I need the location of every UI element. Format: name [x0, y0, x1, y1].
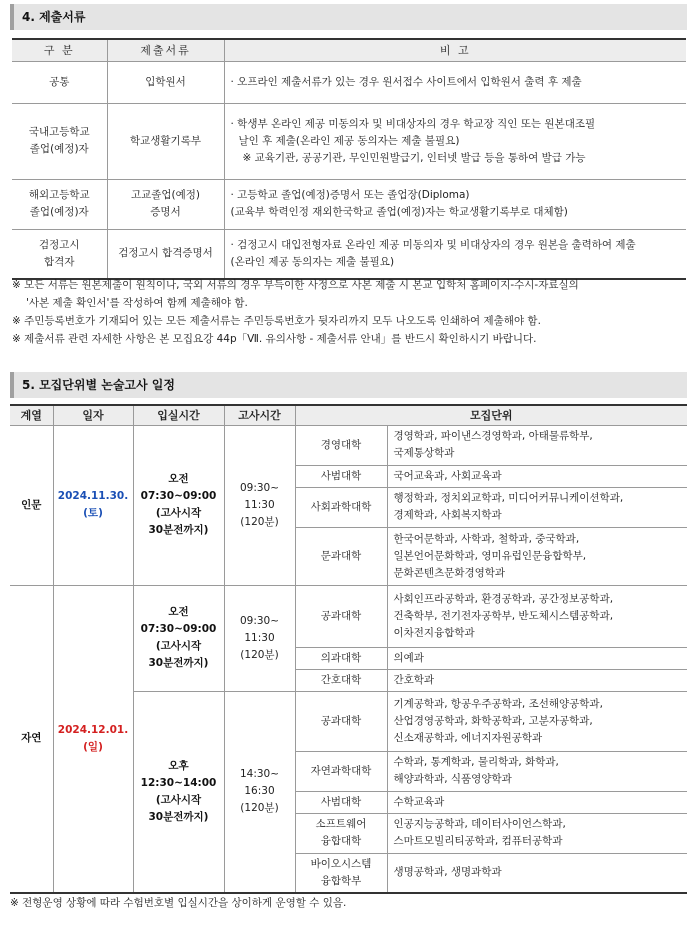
date-science: 2024.12.01. (일): [53, 585, 133, 893]
schedule-header-row: [10, 405, 687, 425]
section-4-heading: 4. 제출서류: [10, 4, 687, 30]
unit-list: 생명공학과, 생명과학과: [387, 853, 687, 893]
row-category: 국내고등학교 졸업(예정)자: [12, 103, 107, 179]
unit-list: 경영학과, 파이낸스경영학과, 아태물류학부, 국제통상학과: [387, 425, 687, 465]
track-humanities: 인문: [10, 425, 53, 585]
unit-list: 기계공학과, 항공우주공학과, 조선해양공학과, 산업경영공학과, 화학공학과, 고분자공학과, 신소재공학과, 에너지자원공학과: [387, 691, 687, 751]
exam-time-humanities: 09:30~ 11:30 (120분): [224, 425, 295, 585]
documents-notes: [12, 276, 688, 348]
college-name: 사범대학: [295, 465, 387, 487]
section-5-heading: 5. 모집단위별 논술고사 일정: [10, 372, 687, 398]
table-row: [10, 585, 687, 647]
note-line: ※ 모든 서류는 원본제출이 원칙이나, 국외 서류의 경우 부득이한 사정으로 사본 제출 시 본교 입학처 홈페이지-수시-자료실의: [12, 279, 579, 291]
schedule-footnote: ※ 전형운영 상황에 따라 수험번호별 입실시간을 상이하게 운영할 수 있음.: [10, 897, 347, 909]
table-row: [12, 61, 686, 103]
row-category: 검정고시 합격자: [12, 229, 107, 279]
row-document: 검정고시 합격증명서: [107, 229, 224, 279]
header-category: 구 분: [12, 39, 107, 61]
table-row: [12, 229, 686, 279]
row-document: 고교졸업(예정) 증명서: [107, 179, 224, 229]
row-document: 입학원서: [107, 61, 224, 103]
note-line: '사본 제출 확인서'를 작성하여 함께 제출해야 함.: [26, 297, 248, 309]
header-document: 제출서류: [107, 39, 224, 61]
header-remark: 비 고: [224, 39, 686, 61]
unit-list: 간호학과: [387, 669, 687, 691]
header-track: 계열: [10, 405, 53, 425]
documents-table: [12, 38, 686, 280]
college-name: 공과대학: [295, 585, 387, 647]
college-name: 간호대학: [295, 669, 387, 691]
header-exam-time: 고사시간: [224, 405, 295, 425]
table-row: [12, 179, 686, 229]
college-name: 소프트웨어 융합대학: [295, 813, 387, 853]
table-row: [12, 103, 686, 179]
entry-time-humanities: 오전 07:30~09:00 (고사시작 30분전까지): [133, 425, 224, 585]
college-name: 문과대학: [295, 527, 387, 585]
unit-list: 인공지능공학과, 데이터사이언스학과, 스마트모빌리티공학과, 컴퓨터공학과: [387, 813, 687, 853]
row-category: 공통: [12, 61, 107, 103]
row-document: 학교생활기록부: [107, 103, 224, 179]
track-science: 자연: [10, 585, 53, 893]
date-humanities: 2024.11.30. (토): [53, 425, 133, 585]
row-remark: · 학생부 온라인 제공 미동의자 및 비대상자의 경우 학교장 직인 또는 원본대조필 날인 후 제출(온라인 제공 동의자는 제출 불필요) ※ 교육기관, 공공기관, 무인민원발급기, 인터넷 발급 등을 통하여 발급 가능: [224, 103, 686, 179]
college-name: 사범대학: [295, 791, 387, 813]
entry-time-science-afternoon: 오후 12:30~14:00 (고사시작 30분전까지): [133, 691, 224, 893]
row-remark: · 오프라인 제출서류가 있는 경우 원서접수 사이트에서 입학원서 출력 후 제출: [224, 61, 686, 103]
table-row: [10, 425, 687, 465]
exam-schedule-table: [10, 404, 687, 894]
note-line: ※ 주민등록번호가 기재되어 있는 모든 제출서류는 주민등록번호가 뒷자리까지 모두 나오도록 인쇄하여 제출해야 함.: [12, 315, 541, 327]
header-units: 모집단위: [295, 405, 687, 425]
unit-list: 사회인프라공학과, 환경공학과, 공간정보공학과, 건축학부, 전기전자공학부, 반도체시스템공학과, 이차전지융합학과: [387, 585, 687, 647]
college-name: 공과대학: [295, 691, 387, 751]
note-line: ※ 제출서류 관련 자세한 사항은 본 모집요강 44p「Ⅶ. 유의사항 - 제출서류 안내」를 반드시 확인하시기 바랍니다.: [12, 333, 537, 345]
exam-time-science-morning: 09:30~ 11:30 (120분): [224, 585, 295, 691]
entry-time-science-morning: 오전 07:30~09:00 (고사시작 30분전까지): [133, 585, 224, 691]
unit-list: 의예과: [387, 647, 687, 669]
college-name: 바이오시스템 융합학부: [295, 853, 387, 893]
college-name: 자연과학대학: [295, 751, 387, 791]
header-date: 일자: [53, 405, 133, 425]
exam-time-science-afternoon: 14:30~ 16:30 (120분): [224, 691, 295, 893]
unit-list: 행정학과, 정치외교학과, 미디어커뮤니케이션학과, 경제학과, 사회복지학과: [387, 487, 687, 527]
college-name: 의과대학: [295, 647, 387, 669]
unit-list: 수학과, 통계학과, 물리학과, 화학과, 해양과학과, 식품영양학과: [387, 751, 687, 791]
header-entry-time: 입실시간: [133, 405, 224, 425]
unit-list: 수학교육과: [387, 791, 687, 813]
documents-header-row: [12, 39, 686, 61]
unit-list: 국어교육과, 사회교육과: [387, 465, 687, 487]
college-name: 사회과학대학: [295, 487, 387, 527]
unit-list: 한국어문학과, 사학과, 철학과, 중국학과, 일본언어문화학과, 영미유럽인문융합학부, 문화콘텐츠문화경영학과: [387, 527, 687, 585]
row-remark: · 검정고시 대입전형자료 온라인 제공 미동의자 및 비대상자의 경우 원본을 출력하여 제출 (온라인 제공 동의자는 제출 불필요): [224, 229, 686, 279]
row-category: 해외고등학교 졸업(예정)자: [12, 179, 107, 229]
row-remark: · 고등학교 졸업(예정)증명서 또는 졸업장(Diploma) (교육부 학력인정 재외한국학교 졸업(예정)자는 학교생활기록부로 대체함): [224, 179, 686, 229]
college-name: 경영대학: [295, 425, 387, 465]
